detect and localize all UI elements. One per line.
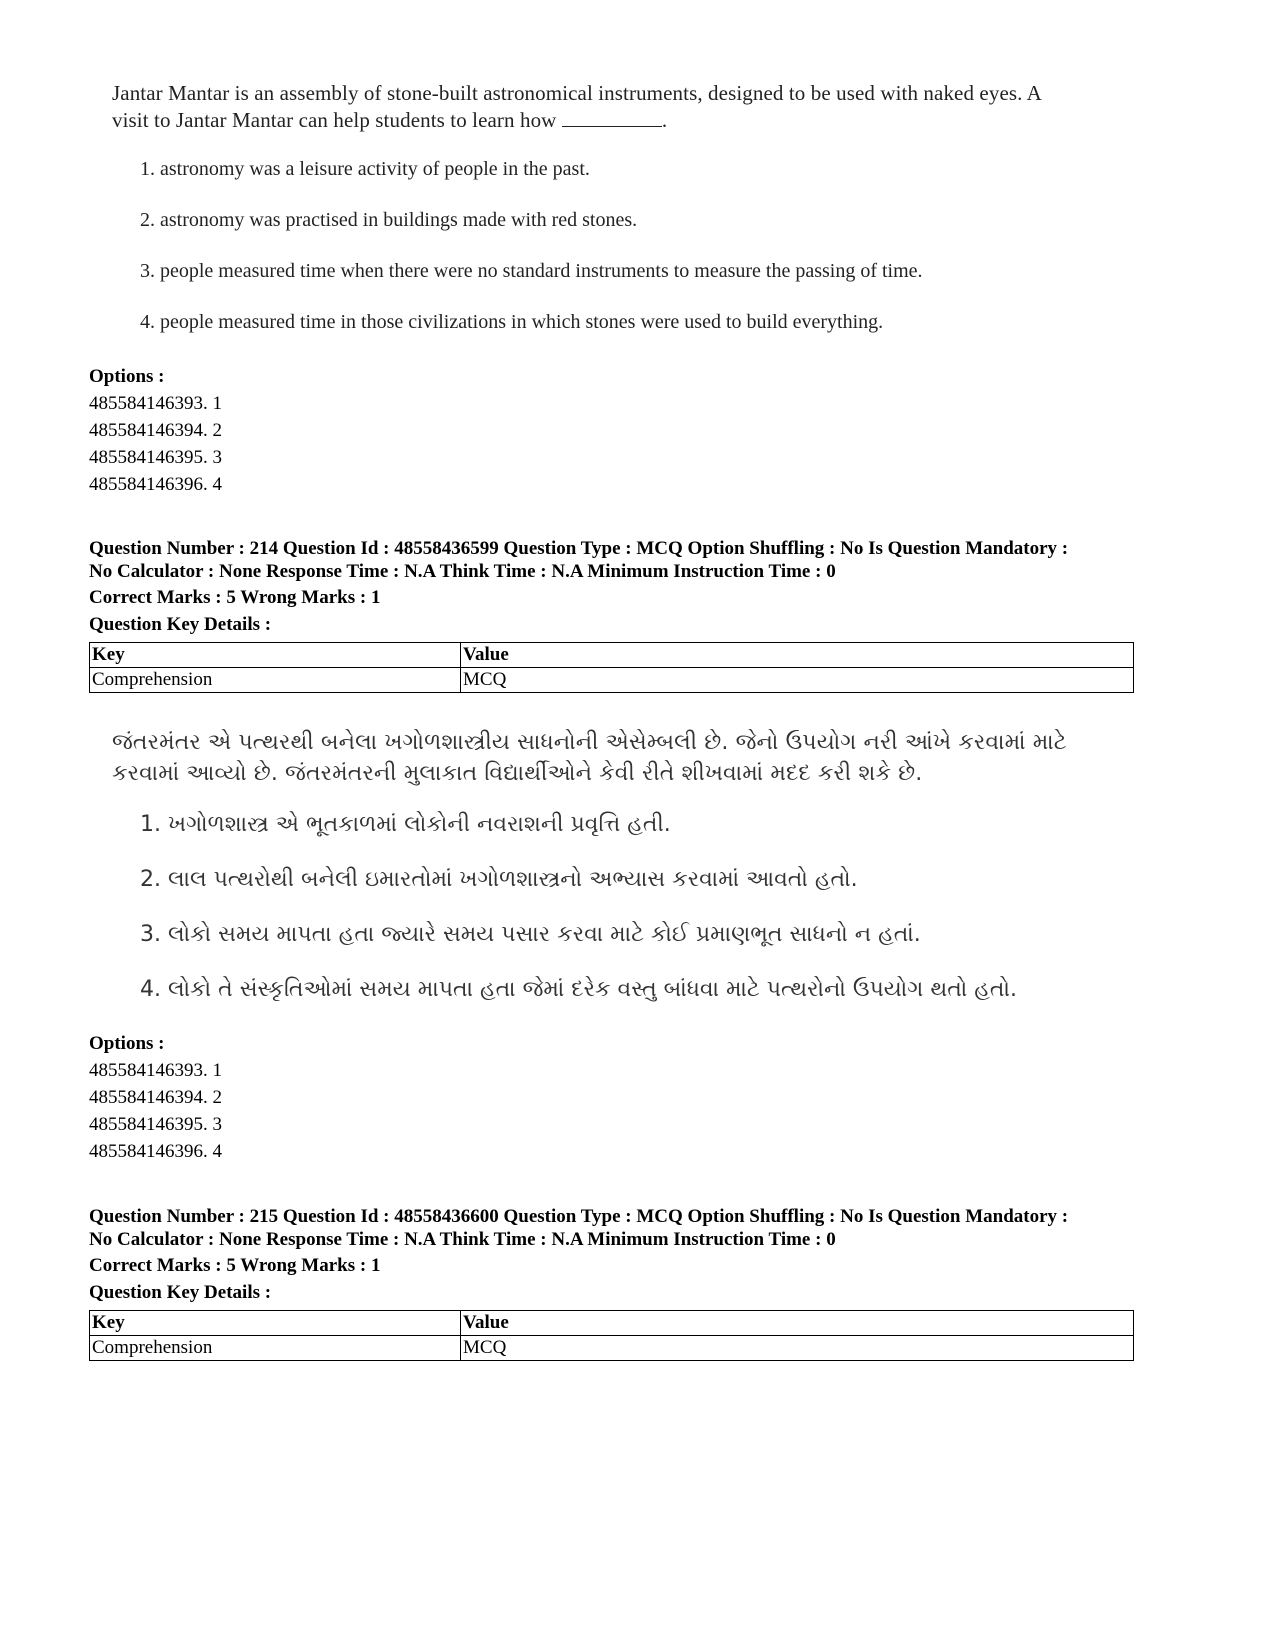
question-choice-3: 3. people measured time when there were no standard instruments to measure the passing of time. [140,260,923,282]
table-header-value: Value [461,643,1134,668]
table-header-key: Key [90,643,461,668]
question-choice-1: 1. ખગોળશાસ્ત્ર એ ભૂતકાળમાં લોકોની નવરાશની પ્રવૃત્તિ હતી. [140,812,671,837]
question-choice-4: 4. people measured time in those civilizations in which stones were used to build everything. [140,311,884,333]
option-item: 485584146393. 1 [89,1060,222,1081]
question-meta-line1: Question Number : 215 Question Id : 48558436600 Question Type : MCQ Option Shuffling : No Is Question Mandatory : [89,1206,1069,1227]
option-item: 485584146393. 1 [89,393,222,414]
option-item: 485584146396. 4 [89,474,222,495]
table-cell-key: Comprehension [90,668,461,693]
question-choice-3: 3. લોકો સમય માપતા હતા જ્યારે સમય પસાર કરવા માટે કોઈ પ્રમાણભૂત સાધનો ન હતાં. [140,922,921,947]
marks-line: Correct Marks : 5 Wrong Marks : 1 [89,1255,381,1276]
table-header-row [90,643,1134,668]
table-cell-value: MCQ [461,1336,1134,1361]
table-header-row [90,1311,1134,1336]
marks-line: Correct Marks : 5 Wrong Marks : 1 [89,587,381,608]
options-label: Options : [89,366,165,387]
question-stem [112,727,1112,789]
question-stem [112,80,1112,134]
question-choice-2: 2. astronomy was practised in buildings made with red stones. [140,209,638,231]
table-row [90,1336,1134,1361]
key-details-table [89,642,1134,693]
question-choice-2: 2. લાલ પત્થરોથી બનેલી ઇમારતોમાં ખગોળશાસ્ત્રનો અભ્યાસ કરવામાં આવતો હતો. [140,867,858,892]
option-item: 485584146394. 2 [89,420,222,441]
table-cell-value: MCQ [461,668,1134,693]
question-metadata [89,1205,1149,1251]
question-stem-line1: જંતરમંતર એ પત્થરથી બનેલા ખગોળશાસ્ત્રીય સાધનોની એસેમ્બલી છે. જેનો ઉપયોગ નરી આંખે કરવામાં માટે [112,730,1067,755]
option-item: 485584146396. 4 [89,1141,222,1162]
question-meta-line2: No Calculator : None Response Time : N.A Think Time : N.A Minimum Instruction Time : 0 [89,561,836,582]
question-choice-1: 1. astronomy was a leisure activity of people in the past. [140,158,590,180]
option-item: 485584146395. 3 [89,447,222,468]
question-choice-4: 4. લોકો તે સંસ્કૃતિઓમાં સમય માપતા હતા જેમાં દરેક વસ્તુ બાંધવા માટે પત્થરોનો ઉપયોગ થતો હતો. [140,977,1017,1002]
key-details-table [89,1310,1134,1361]
question-metadata [89,537,1149,583]
question-stem-line2: visit to Jantar Mantar can help students to learn how [112,108,557,132]
fill-in-blank [562,108,662,127]
option-item: 485584146395. 3 [89,1114,222,1135]
question-stem-period: . [661,108,668,132]
key-details-label: Question Key Details : [89,614,272,635]
question-meta-line2: No Calculator : None Response Time : N.A Think Time : N.A Minimum Instruction Time : 0 [89,1229,836,1250]
question-meta-line1: Question Number : 214 Question Id : 48558436599 Question Type : MCQ Option Shuffling : No Is Question Mandatory : [89,538,1069,559]
table-header-value: Value [461,1311,1134,1336]
question-stem-line2: કરવામાં આવ્યો છે. જંતરમંતરની મુલાકાત વિદ્યાર્થીઓને કેવી રીતે શીખવામાં મદદ કરી શકે છે. [112,761,923,786]
table-row [90,668,1134,693]
options-label: Options : [89,1033,165,1054]
table-cell-key: Comprehension [90,1336,461,1361]
key-details-label: Question Key Details : [89,1282,272,1303]
question-image-english [112,80,1112,350]
option-item: 485584146394. 2 [89,1087,222,1108]
question-image-gujarati [112,727,1112,1027]
question-stem-line1: Jantar Mantar is an assembly of stone-built astronomical instruments, designed to be used with naked eyes. A [112,81,1042,105]
table-header-key: Key [90,1311,461,1336]
